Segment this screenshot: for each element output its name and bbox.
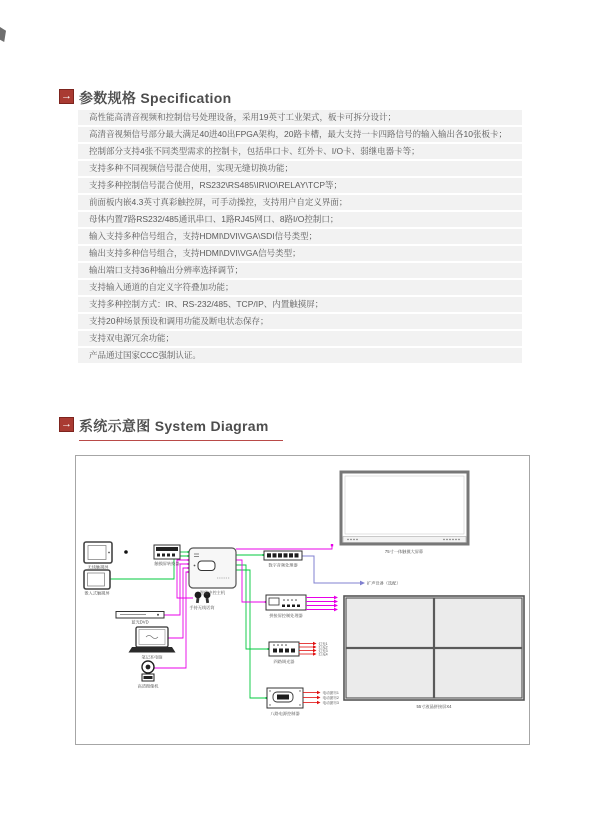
big-touch-screen [341, 472, 468, 544]
big-screen-label: 75寸一体触摸大屏幕 [384, 549, 424, 554]
spec-row: 支持多种不同视频信号混合使用，实现无缝切换功能； [78, 161, 522, 176]
spec-row: 控制部分支持4张不同类型需求的控制卡，包括串口卡、红外卡、I/O卡、弱继电器卡等； [78, 144, 522, 159]
spec-row: 输出支持多种信号组合，支持HDMI\DVI\VGA信号类型； [78, 246, 522, 261]
light-label: 灯光4 [318, 652, 328, 657]
power-ctrl-label: 八路电源控制器 [270, 711, 300, 716]
spec-row: 高性能高清音视频和控制信号处理设备，采用19英寸工业架式，板卡可拆分设计； [78, 110, 522, 125]
power-controller [267, 688, 303, 708]
audio-wire-purple [302, 556, 365, 585]
wired-panel-label: 嵌入式触摸屏 [84, 590, 110, 596]
light-label: 灯光2 [318, 645, 328, 650]
section-title-diagram: 系统示意图 System Diagram [79, 416, 283, 441]
speaker-label: 扩声设备（选配） [367, 580, 401, 586]
curtain-label: 电动窗帘3 [322, 700, 339, 705]
spec-row: 支持20种场景预设和调用功能及断电状态保存； [78, 314, 522, 329]
red-arrow-icon: → [61, 418, 72, 430]
spec-row: 母体内置7路RS232/485通讯串口、1路RJ45网口、8路I/O控制口； [78, 212, 522, 227]
spec-row: 产品通过国家CCC强制认证。 [78, 348, 522, 363]
spec-row: 支持多种控制方式：IR、RS-232/485、TCP/IP、内置触摸屏； [78, 297, 522, 312]
hd-camera [142, 661, 154, 681]
wall-video-wires [306, 596, 338, 612]
curtain-wires-red [303, 691, 321, 704]
central-control-host [189, 548, 236, 588]
wired-touch-panel [84, 570, 110, 589]
wireless-signal-dot [124, 550, 128, 554]
spec-row: 输出端口支持36种输出分辨率选择调节； [78, 263, 522, 278]
section-header-diagram [59, 416, 283, 441]
spec-row: 支持双电源冗余功能； [78, 331, 522, 346]
page-edge-mark [0, 27, 6, 42]
curtain-label: 电动窗帘1 [322, 690, 339, 695]
spec-row: 高清音视频信号部分最大满足40进40出FPGA架构，20路卡槽，最大支持一卡四路信号的输入输出各10张板卡； [78, 127, 522, 142]
mics-label: 手持无线话筒 [189, 604, 215, 610]
curtain-label: 电动窗帘2 [322, 695, 339, 700]
wireless-touch-panel [84, 542, 112, 563]
red-arrow-icon: → [61, 90, 72, 102]
video-wall-label: 55寸液晶拼接屏X4 [416, 704, 452, 709]
system-diagram [75, 455, 530, 745]
camera-label: 高清摄像机 [137, 683, 159, 689]
spec-row: 支持输入通道的自定义字符叠加功能； [78, 280, 522, 295]
light-label: 灯光3 [318, 648, 328, 653]
light-wires-red [299, 642, 317, 656]
audio-rack-label: 数字音频处理器 [268, 562, 298, 568]
dvd-label: 蓝光DVD [131, 619, 149, 625]
dimmer-label: 四路调光器 [273, 659, 295, 664]
spec-row: 支持多种控制信号混合使用，RS232\RS485\IR\IO\RELAY\TCP等； [78, 178, 522, 193]
dimmer [269, 642, 299, 656]
laptop [129, 627, 176, 653]
dvd-player [116, 612, 164, 619]
section-title-spec: 参数规格 Specification [79, 88, 245, 113]
host-label: 智能中控主机 [199, 589, 226, 595]
system-diagram-svg [76, 456, 529, 744]
laptop-label: 笔记本电脑 [141, 654, 163, 660]
spec-list [78, 110, 522, 365]
audio-processor-rack [264, 551, 302, 560]
panel-receiver [154, 545, 180, 559]
wall-processor-label: 拼接屏控制处理器 [269, 613, 303, 618]
spec-row: 前面板内嵌4.3英寸真彩触控屏，可手动操控，支持用户自定义界面； [78, 195, 522, 210]
light-label: 灯光1 [318, 641, 328, 646]
wireless-panel-label: 无线触摸屏 [87, 564, 109, 570]
spec-row: 输入支持多种信号组合，支持HDMI\DVI\VGA\SDI信号类型； [78, 229, 522, 244]
panel-receiver-label: 触摸屏转换器 [154, 560, 180, 566]
video-wall [344, 596, 524, 700]
wall-processor [266, 595, 306, 610]
